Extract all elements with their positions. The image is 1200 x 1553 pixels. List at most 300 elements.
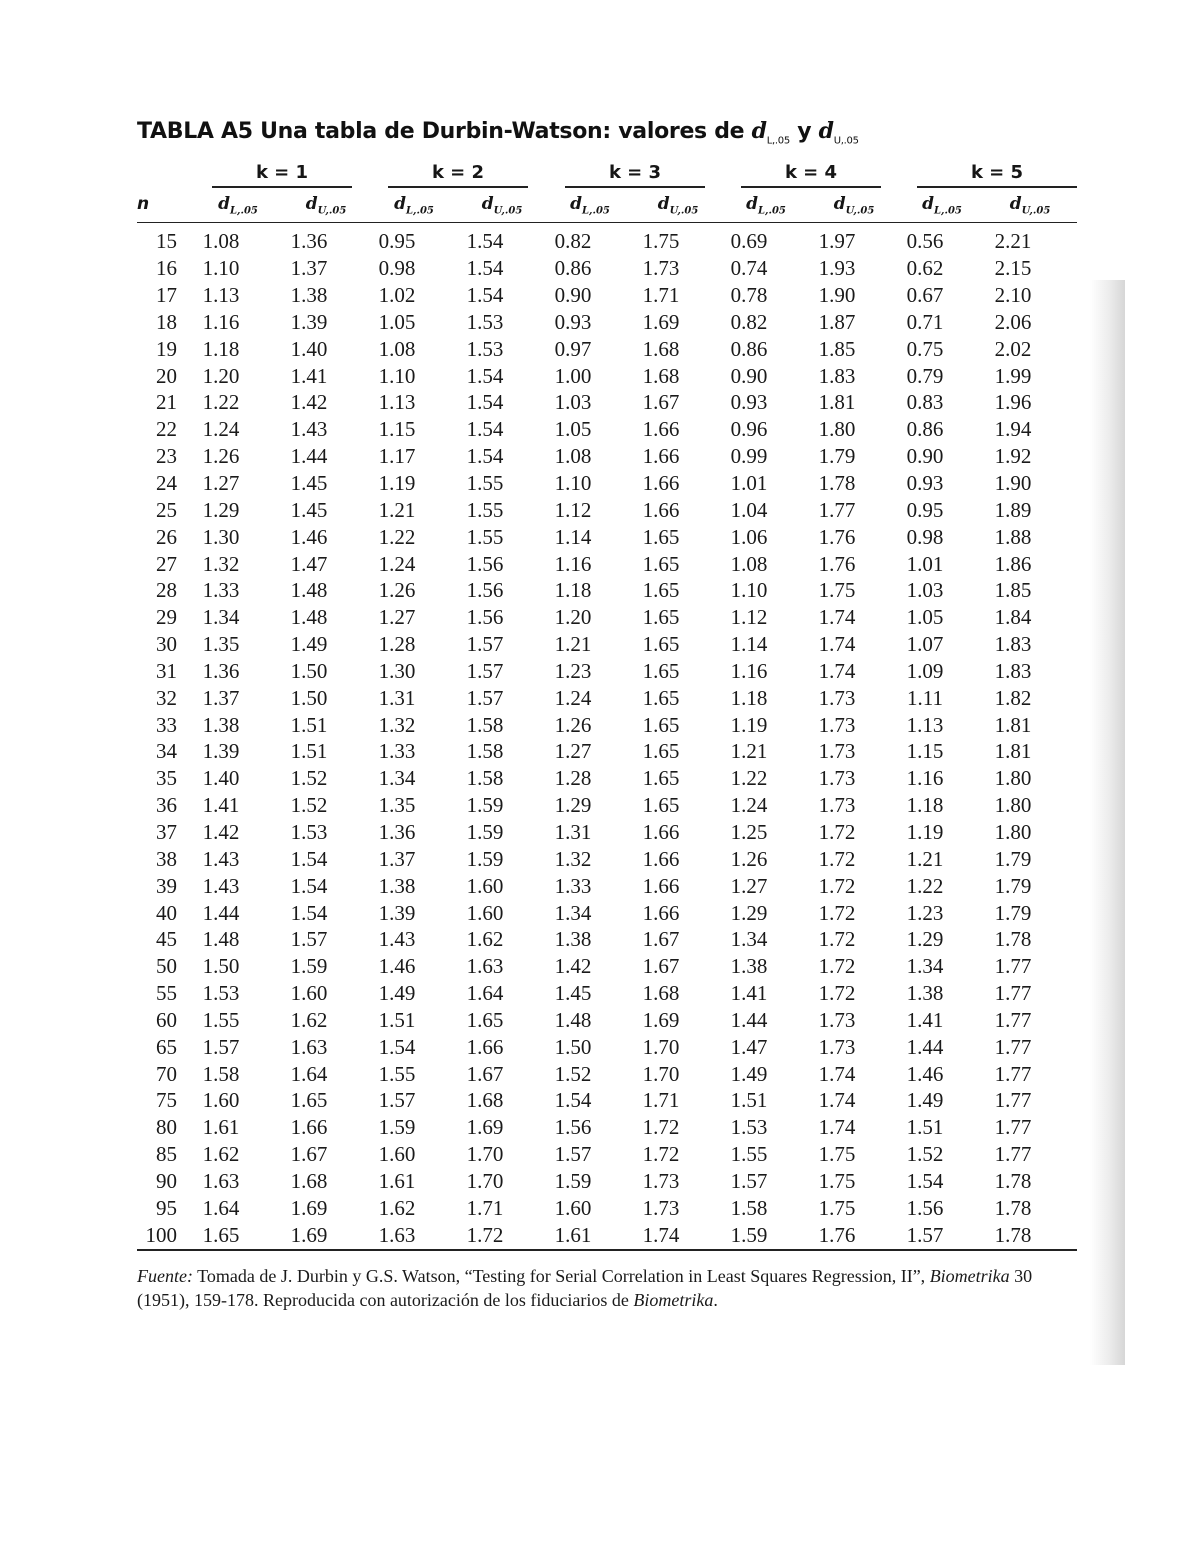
- value-cell: 1.65: [642, 632, 680, 657]
- value-cell: 0.98: [378, 256, 416, 281]
- value-cell: 1.55: [202, 1007, 240, 1032]
- value-cell: 1.72: [818, 981, 856, 1006]
- table-row: [137, 819, 1057, 846]
- value-cell: 1.65: [642, 605, 680, 630]
- value-cell: 1.27: [378, 605, 416, 630]
- row-n-cell: 16: [156, 256, 177, 281]
- value-cell: 0.82: [730, 309, 768, 334]
- value-cell: 1.03: [906, 578, 944, 603]
- table-row: [137, 684, 1057, 711]
- value-cell: 0.71: [906, 309, 944, 334]
- value-cell: 0.78: [730, 283, 768, 308]
- value-cell: 1.20: [554, 605, 592, 630]
- value-cell: 1.29: [730, 900, 768, 925]
- value-cell: 1.54: [554, 1088, 592, 1113]
- value-cell: 1.67: [642, 390, 680, 415]
- value-cell: 1.89: [994, 497, 1032, 522]
- value-cell: 0.90: [554, 283, 592, 308]
- value-cell: 1.51: [290, 712, 328, 737]
- value-cell: 1.40: [290, 336, 328, 361]
- value-cell: 0.93: [554, 309, 592, 334]
- value-cell: 0.96: [730, 417, 768, 442]
- value-cell: 1.59: [378, 1115, 416, 1140]
- value-cell: 1.49: [730, 1061, 768, 1086]
- value-cell: 1.29: [906, 927, 944, 952]
- value-cell: 1.65: [290, 1088, 328, 1113]
- value-cell: 1.45: [290, 471, 328, 496]
- value-cell: 1.53: [202, 981, 240, 1006]
- value-cell: 1.66: [290, 1115, 328, 1140]
- value-cell: 1.66: [642, 417, 680, 442]
- table-row: [137, 550, 1057, 577]
- value-cell: 1.51: [290, 739, 328, 764]
- value-cell: 1.76: [818, 524, 856, 549]
- value-cell: 1.18: [906, 793, 944, 818]
- value-cell: 1.10: [730, 578, 768, 603]
- value-cell: 1.81: [994, 739, 1032, 764]
- value-cell: 1.74: [818, 632, 856, 657]
- row-n-cell: 30: [156, 632, 177, 657]
- value-cell: 1.14: [554, 524, 592, 549]
- value-cell: 1.65: [642, 739, 680, 764]
- value-cell: 1.38: [906, 981, 944, 1006]
- sub-header-du-k2: $d_{U,.05}$: [481, 194, 523, 217]
- row-n-cell: 65: [156, 1034, 177, 1059]
- table-row: [137, 362, 1057, 389]
- value-cell: 1.53: [290, 819, 328, 844]
- value-cell: 1.52: [554, 1061, 592, 1086]
- value-cell: 1.74: [818, 1115, 856, 1140]
- value-cell: 1.73: [818, 766, 856, 791]
- value-cell: 1.68: [642, 363, 680, 388]
- group-header-k3: k = 3: [565, 162, 705, 188]
- table-row: [137, 658, 1057, 685]
- table-row: [137, 228, 1057, 255]
- source-note: [137, 1264, 1087, 1312]
- sub-header-dl-k5: $d_{L,.05}$: [922, 194, 962, 217]
- value-cell: 1.34: [554, 900, 592, 925]
- value-cell: 1.42: [202, 819, 240, 844]
- table-row: [137, 496, 1057, 523]
- value-cell: 1.41: [202, 793, 240, 818]
- value-cell: 0.93: [730, 390, 768, 415]
- value-cell: 0.86: [554, 256, 592, 281]
- value-cell: 1.12: [554, 497, 592, 522]
- value-cell: 1.57: [906, 1222, 944, 1247]
- table-row: [137, 953, 1057, 980]
- value-cell: 1.21: [730, 739, 768, 764]
- value-cell: 1.05: [378, 309, 416, 334]
- value-cell: 1.66: [642, 471, 680, 496]
- value-cell: 1.60: [466, 900, 504, 925]
- value-cell: 1.62: [202, 1142, 240, 1167]
- table-row: [137, 282, 1057, 309]
- value-cell: 1.21: [378, 497, 416, 522]
- row-n-cell: 55: [156, 981, 177, 1006]
- value-cell: 1.44: [906, 1034, 944, 1059]
- table-body: [137, 228, 1057, 1248]
- sub-header-du-k5: $d_{U,.05}$: [1009, 194, 1051, 217]
- value-cell: 1.54: [466, 390, 504, 415]
- value-cell: 1.55: [466, 524, 504, 549]
- table-title: [137, 118, 1097, 146]
- value-cell: 1.14: [730, 632, 768, 657]
- value-cell: 0.93: [906, 471, 944, 496]
- table-row: [137, 765, 1057, 792]
- row-n-cell: 33: [156, 712, 177, 737]
- value-cell: 1.83: [818, 363, 856, 388]
- value-cell: 1.26: [378, 578, 416, 603]
- value-cell: 1.58: [202, 1061, 240, 1086]
- value-cell: 1.56: [466, 605, 504, 630]
- value-cell: 1.59: [554, 1168, 592, 1193]
- row-n-cell: 37: [156, 819, 177, 844]
- value-cell: 1.57: [466, 632, 504, 657]
- value-cell: 1.41: [730, 981, 768, 1006]
- value-cell: 0.95: [906, 497, 944, 522]
- value-cell: 1.24: [730, 793, 768, 818]
- value-cell: 1.70: [466, 1142, 504, 1167]
- table-row: [137, 980, 1057, 1007]
- table-row: [137, 1221, 1057, 1248]
- value-cell: 1.66: [642, 497, 680, 522]
- value-cell: 1.97: [818, 229, 856, 254]
- row-n-cell: 28: [156, 578, 177, 603]
- value-cell: 1.80: [994, 819, 1032, 844]
- value-cell: 1.09: [906, 658, 944, 683]
- value-cell: 1.23: [906, 900, 944, 925]
- value-cell: 1.28: [554, 766, 592, 791]
- value-cell: 1.80: [994, 793, 1032, 818]
- value-cell: 1.88: [994, 524, 1032, 549]
- value-cell: 1.33: [202, 578, 240, 603]
- value-cell: 1.73: [818, 712, 856, 737]
- value-cell: 1.45: [290, 497, 328, 522]
- table-row: [137, 1033, 1057, 1060]
- value-cell: 1.10: [202, 256, 240, 281]
- value-cell: 1.74: [818, 658, 856, 683]
- value-cell: 0.83: [906, 390, 944, 415]
- value-cell: 1.17: [378, 444, 416, 469]
- value-cell: 1.48: [554, 1007, 592, 1032]
- value-cell: 1.60: [290, 981, 328, 1006]
- value-cell: 1.33: [554, 873, 592, 898]
- value-cell: 1.65: [642, 685, 680, 710]
- title-lower-subscript: L,.05: [766, 135, 790, 147]
- value-cell: 1.59: [466, 819, 504, 844]
- value-cell: 1.75: [818, 1168, 856, 1193]
- value-cell: 1.76: [818, 551, 856, 576]
- value-cell: 1.60: [554, 1195, 592, 1220]
- value-cell: 1.26: [730, 846, 768, 871]
- value-cell: 1.55: [730, 1142, 768, 1167]
- row-n-cell: 100: [145, 1222, 177, 1247]
- value-cell: 1.72: [818, 846, 856, 871]
- source-label: Fuente:: [137, 1266, 193, 1286]
- row-n-cell: 22: [156, 417, 177, 442]
- value-cell: 1.60: [466, 873, 504, 898]
- row-n-cell: 60: [156, 1007, 177, 1032]
- value-cell: 1.53: [730, 1115, 768, 1140]
- value-cell: 1.42: [554, 954, 592, 979]
- value-cell: 1.26: [554, 712, 592, 737]
- value-cell: 1.74: [818, 1088, 856, 1113]
- value-cell: 1.66: [642, 444, 680, 469]
- value-cell: 1.10: [554, 471, 592, 496]
- title-joiner: y: [789, 119, 819, 144]
- table-row: [137, 738, 1057, 765]
- value-cell: 1.65: [202, 1222, 240, 1247]
- value-cell: 1.31: [378, 685, 416, 710]
- value-cell: 1.87: [818, 309, 856, 334]
- value-cell: 1.16: [202, 309, 240, 334]
- value-cell: 1.67: [642, 927, 680, 952]
- value-cell: 1.64: [202, 1195, 240, 1220]
- table-row: [137, 309, 1057, 336]
- value-cell: 1.66: [642, 846, 680, 871]
- value-cell: 1.68: [642, 981, 680, 1006]
- table-row: [137, 416, 1057, 443]
- value-cell: 1.73: [818, 793, 856, 818]
- value-cell: 1.24: [202, 417, 240, 442]
- durbin-watson-table: [137, 228, 1057, 1248]
- value-cell: 1.78: [994, 927, 1032, 952]
- row-n-cell: 36: [156, 793, 177, 818]
- value-cell: 1.22: [202, 390, 240, 415]
- value-cell: 1.13: [906, 712, 944, 737]
- value-cell: 1.67: [290, 1142, 328, 1167]
- table-row: [137, 389, 1057, 416]
- value-cell: 1.34: [202, 605, 240, 630]
- sub-header-du-k1: $d_{U,.05}$: [305, 194, 347, 217]
- value-cell: 1.27: [730, 873, 768, 898]
- value-cell: 1.71: [642, 1088, 680, 1113]
- group-header-k4: k = 4: [741, 162, 881, 188]
- value-cell: 1.65: [642, 658, 680, 683]
- value-cell: 1.47: [290, 551, 328, 576]
- value-cell: 1.79: [994, 900, 1032, 925]
- value-cell: 1.53: [466, 309, 504, 334]
- value-cell: 1.68: [466, 1088, 504, 1113]
- value-cell: 1.32: [554, 846, 592, 871]
- value-cell: 1.32: [202, 551, 240, 576]
- value-cell: 1.59: [290, 954, 328, 979]
- source-journal-2: Biometrika: [633, 1290, 714, 1310]
- value-cell: 1.57: [290, 927, 328, 952]
- value-cell: 1.66: [642, 819, 680, 844]
- value-cell: 1.72: [818, 900, 856, 925]
- value-cell: 1.21: [906, 846, 944, 871]
- row-n-cell: 15: [156, 229, 177, 254]
- row-n-cell: 75: [156, 1088, 177, 1113]
- value-cell: 1.20: [202, 363, 240, 388]
- value-cell: 1.78: [994, 1168, 1032, 1193]
- value-cell: 1.19: [730, 712, 768, 737]
- value-cell: 1.76: [818, 1222, 856, 1247]
- value-cell: 1.13: [378, 390, 416, 415]
- value-cell: 1.47: [730, 1034, 768, 1059]
- value-cell: 1.42: [290, 390, 328, 415]
- row-n-cell: 31: [156, 658, 177, 683]
- source-text-2: 30 (1951), 159-178. Reproducida con autorización de los fiduciarios de: [137, 1266, 1033, 1310]
- row-n-cell: 29: [156, 605, 177, 630]
- value-cell: 1.80: [818, 417, 856, 442]
- table-row: [137, 1168, 1057, 1195]
- row-n-cell: 26: [156, 524, 177, 549]
- value-cell: 0.99: [730, 444, 768, 469]
- value-cell: 1.35: [202, 632, 240, 657]
- value-cell: 1.54: [466, 363, 504, 388]
- table-row: [137, 792, 1057, 819]
- value-cell: 1.61: [202, 1115, 240, 1140]
- value-cell: 1.72: [818, 873, 856, 898]
- row-n-cell: 17: [156, 283, 177, 308]
- value-cell: 1.77: [994, 1115, 1032, 1140]
- value-cell: 1.43: [378, 927, 416, 952]
- value-cell: 1.38: [554, 927, 592, 952]
- value-cell: 1.65: [466, 1007, 504, 1032]
- value-cell: 1.59: [466, 846, 504, 871]
- table-row: [137, 523, 1057, 550]
- table-row: [137, 899, 1057, 926]
- table-row: [137, 335, 1057, 362]
- row-n-cell: 27: [156, 551, 177, 576]
- table-row: [137, 1006, 1057, 1033]
- value-cell: 1.05: [554, 417, 592, 442]
- value-cell: 0.90: [906, 444, 944, 469]
- value-cell: 1.73: [642, 256, 680, 281]
- value-cell: 1.39: [378, 900, 416, 925]
- value-cell: 1.26: [202, 444, 240, 469]
- value-cell: 1.61: [554, 1222, 592, 1247]
- value-cell: 1.90: [994, 471, 1032, 496]
- table-row: [137, 1060, 1057, 1087]
- value-cell: 1.12: [730, 605, 768, 630]
- value-cell: 0.67: [906, 283, 944, 308]
- value-cell: 1.57: [466, 685, 504, 710]
- value-cell: 1.16: [554, 551, 592, 576]
- value-cell: 1.59: [466, 793, 504, 818]
- value-cell: 1.56: [906, 1195, 944, 1220]
- value-cell: 1.39: [290, 309, 328, 334]
- value-cell: 1.58: [730, 1195, 768, 1220]
- value-cell: 1.10: [378, 363, 416, 388]
- value-cell: 1.57: [202, 1034, 240, 1059]
- sub-header-dl-k1: $d_{L,.05}$: [218, 194, 258, 217]
- value-cell: 1.36: [202, 658, 240, 683]
- row-n-cell: 34: [156, 739, 177, 764]
- row-n-cell: 85: [156, 1142, 177, 1167]
- value-cell: 1.28: [378, 632, 416, 657]
- value-cell: 1.37: [378, 846, 416, 871]
- value-cell: 1.55: [466, 497, 504, 522]
- value-cell: 1.48: [202, 927, 240, 952]
- value-cell: 0.82: [554, 229, 592, 254]
- sub-header-du-k3: $d_{U,.05}$: [657, 194, 699, 217]
- value-cell: 1.72: [642, 1142, 680, 1167]
- value-cell: 1.60: [378, 1142, 416, 1167]
- value-cell: 1.51: [730, 1088, 768, 1113]
- value-cell: 1.67: [466, 1061, 504, 1086]
- row-n-cell: 24: [156, 471, 177, 496]
- value-cell: 1.08: [202, 229, 240, 254]
- value-cell: 1.08: [554, 444, 592, 469]
- value-cell: 1.27: [202, 471, 240, 496]
- source-journal: Biometrika: [929, 1266, 1010, 1286]
- value-cell: 1.50: [554, 1034, 592, 1059]
- value-cell: 1.69: [466, 1115, 504, 1140]
- table-row: [137, 255, 1057, 282]
- value-cell: 1.68: [642, 336, 680, 361]
- value-cell: 1.44: [730, 1007, 768, 1032]
- sub-header-dl-k3: $d_{L,.05}$: [570, 194, 610, 217]
- value-cell: 1.66: [642, 900, 680, 925]
- value-cell: 1.54: [378, 1034, 416, 1059]
- table-row: [137, 845, 1057, 872]
- value-cell: 1.15: [906, 739, 944, 764]
- value-cell: 1.37: [290, 256, 328, 281]
- value-cell: 1.70: [642, 1061, 680, 1086]
- value-cell: 1.16: [730, 658, 768, 683]
- value-cell: 0.62: [906, 256, 944, 281]
- table-row: [137, 1114, 1057, 1141]
- value-cell: 1.55: [378, 1061, 416, 1086]
- value-cell: 1.22: [730, 766, 768, 791]
- value-cell: 1.59: [730, 1222, 768, 1247]
- value-cell: 1.18: [730, 685, 768, 710]
- value-cell: 1.77: [994, 1034, 1032, 1059]
- row-n-cell: 18: [156, 309, 177, 334]
- value-cell: 1.38: [290, 283, 328, 308]
- value-cell: 1.34: [730, 927, 768, 952]
- value-cell: 1.01: [906, 551, 944, 576]
- value-cell: 1.60: [202, 1088, 240, 1113]
- table-row: [137, 1141, 1057, 1168]
- value-cell: 1.54: [290, 900, 328, 925]
- value-cell: 1.37: [202, 685, 240, 710]
- value-cell: 1.46: [378, 954, 416, 979]
- value-cell: 0.79: [906, 363, 944, 388]
- value-cell: 1.50: [202, 954, 240, 979]
- value-cell: 1.43: [202, 846, 240, 871]
- value-cell: 1.39: [202, 739, 240, 764]
- value-cell: 1.74: [642, 1222, 680, 1247]
- value-cell: 2.15: [994, 256, 1032, 281]
- table-row: [137, 872, 1057, 899]
- value-cell: 1.72: [642, 1115, 680, 1140]
- row-n-cell: 40: [156, 900, 177, 925]
- value-cell: 1.30: [378, 658, 416, 683]
- table-row: [137, 631, 1057, 658]
- value-cell: 0.97: [554, 336, 592, 361]
- value-cell: 1.54: [466, 229, 504, 254]
- value-cell: 1.38: [202, 712, 240, 737]
- value-cell: 1.63: [202, 1168, 240, 1193]
- sub-header-du-k4: $d_{U,.05}$: [833, 194, 875, 217]
- value-cell: 1.04: [730, 497, 768, 522]
- value-cell: 1.22: [378, 524, 416, 549]
- title-d-lower: d: [751, 118, 767, 144]
- title-text: TABLA A5 Una tabla de Durbin-Watson: valores de: [137, 119, 752, 144]
- value-cell: 1.77: [994, 954, 1032, 979]
- value-cell: 1.58: [466, 712, 504, 737]
- value-cell: 1.33: [378, 739, 416, 764]
- value-cell: 1.93: [818, 256, 856, 281]
- value-cell: 1.13: [202, 283, 240, 308]
- value-cell: 1.96: [994, 390, 1032, 415]
- value-cell: 1.65: [642, 712, 680, 737]
- value-cell: 1.51: [378, 1007, 416, 1032]
